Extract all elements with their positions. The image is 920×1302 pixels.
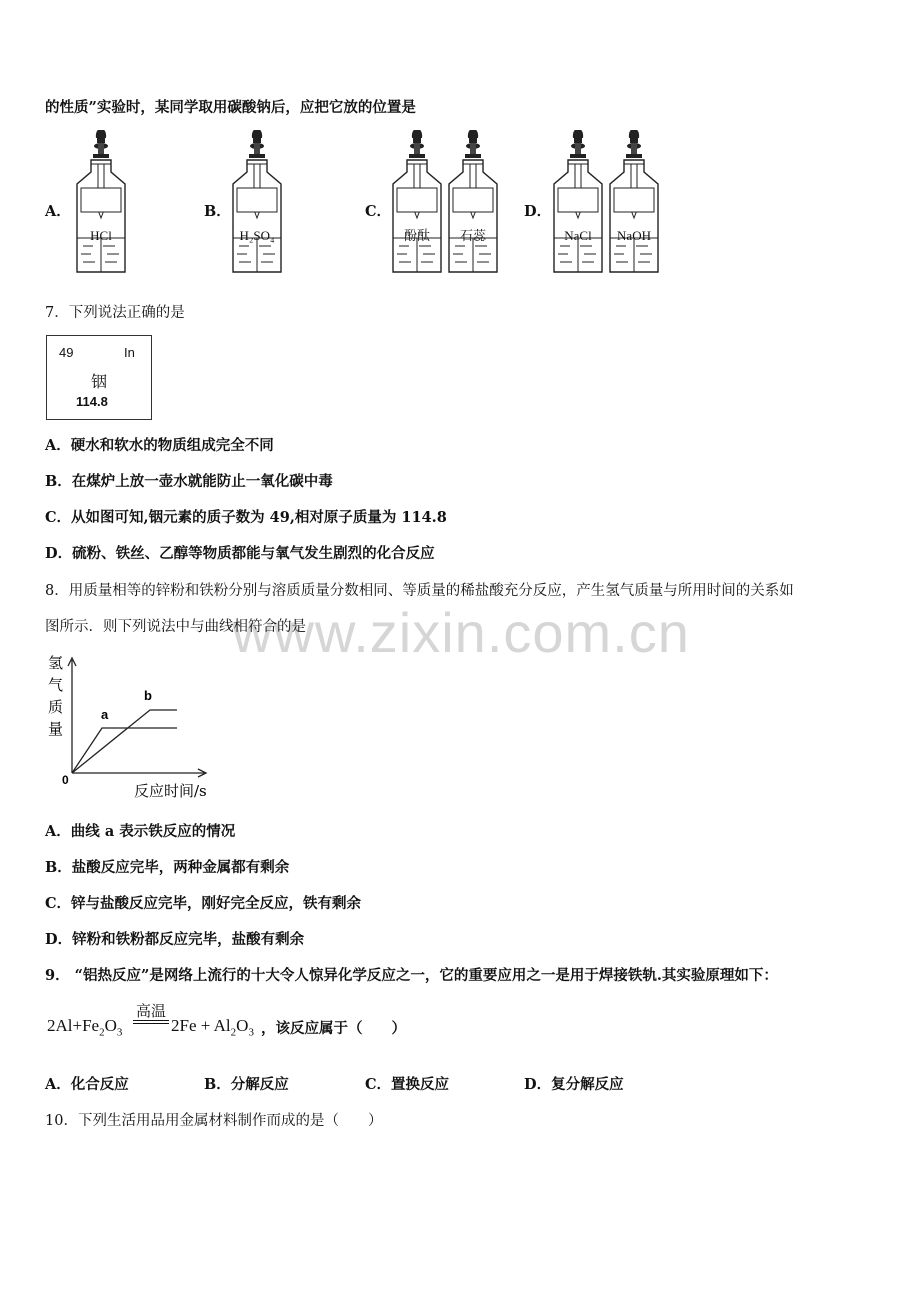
graph-origin: 0 [62,773,69,787]
equation-reactants: $2Al+Fe_2O_3$ [47,1016,123,1039]
bottle-phenolphthalein [393,130,441,272]
q7-option-d: D．硫粉、铁丝、乙醇等物质都能与氧气发生剧烈的化合反应 [45,545,435,562]
q8-option-a: A．曲线 a 表示铁反应的情况 [45,823,236,840]
bottle-litmus [449,130,497,272]
graph-x-label: 反应时间/s [134,782,207,800]
q8-stem-line1: 8．用质量相等的锌粉和铁粉分别与溶质质量分数相同、等质量的稀盐酸充分反应，产生氢气质量与所用时间的关系如 [45,583,794,599]
reagent-shelf-figure [0,130,920,280]
q8-option-c: C．锌与盐酸反应完毕，刚好完全反应，铁有剩余 [45,895,362,912]
q9-stem: 9． “铝热反应”是网络上流行的十大令人惊异化学反应之一，它的重要应用之一是用于焊接铁轨.其实验原理如下： [45,967,778,984]
graph-y-label-char: 氢 [48,654,64,672]
bottle-label-litmus: 石蕊 [459,228,487,243]
bottle-h2so4 [233,130,281,272]
q6-option-c-letter: C． [365,203,392,220]
q8-option-d: D．锌粉和铁粉都反应完毕，盐酸有剩余 [45,931,305,948]
graph-y-label-char: 气 [48,676,64,694]
bottle-label-phenolphthalein: 酚酞 [403,228,431,243]
equation-products: $2Fe + Al_2O_3$ [171,1016,254,1039]
q9-option-d: D．复分解反应 [524,1076,624,1093]
element-mass: 114.8 [76,394,108,409]
bottle-nacl [554,130,602,272]
bottle-label-h2so4: H₂SO₄ [239,228,275,243]
q6-option-a-letter: A． [45,203,71,220]
q7-option-b: B．在煤炉上放一壶水就能防止一氧化碳中毒 [45,473,333,490]
graph-y-label-char: 质 [48,698,64,716]
equation-tail: ，该反应属于（ ） [261,1020,406,1037]
periodic-table-cell [46,335,152,420]
q9-option-b: B．分解反应 [204,1076,289,1093]
watermark: www.zixin.com.cn [232,601,690,664]
q9-option-a: A．化合反应 [45,1076,129,1093]
q6-option-b-letter: B． [204,203,231,220]
q6-stem-continuation: 的性质”实验时，某同学取用碳酸钠后，应把它放的位置是 [45,99,416,116]
graph-y-label-char: 量 [48,720,64,738]
curve-a-label: a [101,707,109,722]
q8-option-b: B．盐酸反应完毕，两种金属都有剩余 [45,859,290,876]
hydrogen-mass-graph [40,648,230,808]
element-name: 铟 [91,372,108,391]
equation-equals-sign [133,1020,169,1024]
bottle-label-hcl: HCl [90,228,112,243]
curve-a [72,728,177,773]
bottle-label-nacl: NaCl [564,228,592,243]
q7-option-c: C．从如图可知,铟元素的质子数为 49,相对原子质量为 114.8 [45,509,447,526]
element-symbol: In [124,345,135,360]
bottle-naoh [610,130,658,272]
element-atomic-number: 49 [59,345,74,360]
bottle-label-naoh: NaOH [617,228,651,243]
equation-condition: 高温 [135,1002,166,1020]
q7-stem: 7．下列说法正确的是 [45,305,185,321]
curve-b-label: b [144,688,152,703]
curve-b [72,710,177,773]
q6-option-d-letter: D． [524,203,552,220]
q9-option-c: C．置换反应 [365,1076,450,1093]
bottle-hcl [77,130,125,272]
q10-stem: 10．下列生活用品用金属材料制作而成的是（ ） [45,1113,383,1129]
q7-option-a: A．硬水和软水的物质组成完全不同 [45,437,274,454]
q8-stem-line2: 图所示．则下列说法中与曲线相符合的是 [45,619,306,635]
